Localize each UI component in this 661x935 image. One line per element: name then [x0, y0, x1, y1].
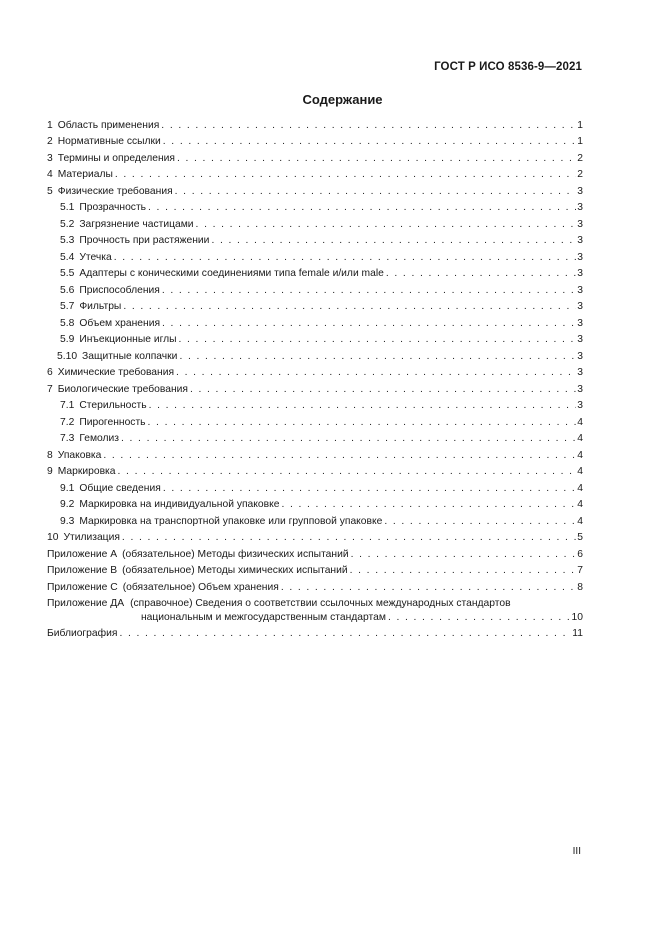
toc-entry-title: Фильтры	[79, 301, 122, 312]
toc-entry-number: 5.5	[60, 268, 75, 279]
toc-entry-title: Общие сведения	[79, 482, 161, 494]
toc-entry-number: 1	[47, 119, 53, 131]
toc-entry[interactable]	[47, 264, 583, 281]
toc-entry-title: Термины и определения	[57, 152, 175, 164]
toc-entry-title-continued: национальным и межгосударственным стандартам	[141, 611, 386, 623]
toc-entry-page: 4	[577, 466, 583, 477]
toc-entry-number: 4	[47, 169, 53, 180]
toc-leader-dots	[350, 565, 577, 577]
toc-entry-page: 2	[577, 169, 583, 180]
toc-leader-dots	[386, 268, 576, 280]
toc-entry-number: 7.3	[60, 433, 75, 444]
toc-leader-dots	[149, 400, 577, 412]
toc-entry-line2	[47, 611, 583, 624]
toc-entry-page: 3	[577, 185, 583, 197]
toc-leader-dots	[119, 628, 571, 640]
toc-entry-line1	[47, 598, 583, 611]
toc-entry-number: Приложение С	[47, 581, 118, 593]
toc-entry[interactable]	[47, 577, 583, 594]
toc-entry[interactable]	[47, 363, 583, 380]
toc-entry-title: Материалы	[57, 169, 113, 180]
toc-entry[interactable]	[47, 132, 583, 149]
toc-leader-dots	[121, 433, 576, 445]
toc-entry[interactable]	[47, 330, 583, 347]
toc-entry-page: 6	[577, 548, 583, 560]
toc-entry[interactable]	[47, 412, 583, 429]
toc-leader-dots	[103, 450, 576, 462]
toc-entry[interactable]	[47, 544, 583, 561]
toc-entry-title: Пирогенность	[79, 416, 146, 428]
toc-entry-number: 10	[47, 532, 59, 543]
toc-entry[interactable]	[47, 148, 583, 165]
toc-entry-number: 5.3	[60, 235, 75, 246]
toc-entry[interactable]	[47, 313, 583, 330]
toc-entry-page: 3	[577, 334, 583, 345]
toc-entry-title: Инъекционные иглы	[79, 334, 177, 345]
toc-entry-page: 3	[577, 350, 583, 362]
toc-entry-title: Область применения	[57, 119, 160, 131]
toc-entry-number: 5.6	[60, 284, 75, 296]
toc-entry[interactable]	[47, 495, 583, 512]
toc-entry-page: 2	[577, 152, 583, 164]
toc-entry-page: 3	[577, 367, 583, 378]
toc-entry-title: (обязательное) Методы физических испытаний	[122, 548, 349, 560]
toc-leader-dots	[179, 351, 576, 363]
toc-entry-page: 3	[577, 251, 583, 263]
toc-entry-number: 5.7	[60, 301, 75, 312]
toc-leader-dots	[388, 612, 571, 624]
toc-leader-dots	[123, 301, 576, 313]
toc-entry-page: 3	[577, 400, 583, 411]
toc-leader-dots	[162, 285, 576, 297]
toc-entry-title: Физические требования	[57, 185, 173, 197]
toc-entry-title: Прочность при растяжении	[79, 235, 210, 246]
toc-entry-title: Маркировка	[57, 466, 116, 477]
toc-entry-title: Упаковка	[57, 449, 102, 461]
toc-entry-page: 4	[577, 515, 583, 527]
toc-entry-page: 5	[577, 532, 583, 543]
toc-leader-dots	[177, 153, 576, 165]
toc-entry-page: 7	[577, 565, 583, 576]
toc-entry-title: Утилизация	[63, 532, 120, 543]
toc-leader-dots	[163, 483, 576, 495]
toc-entry-page: 3	[577, 383, 583, 395]
toc-entry-number: Приложение В	[47, 565, 118, 576]
toc-leader-dots	[179, 334, 577, 346]
document-code: ГОСТ Р ИСО 8536-9—2021	[434, 61, 582, 73]
toc-entry-number: 9.2	[60, 499, 75, 510]
toc-entry-page: 11	[572, 628, 583, 639]
toc-entry-page: 4	[577, 416, 583, 428]
toc-entry-page: 1	[577, 119, 583, 131]
toc-entry-number: 9	[47, 466, 53, 477]
toc-entry-title: Нормативные ссылки	[57, 136, 161, 147]
toc-entry-page: 3	[577, 235, 583, 246]
toc-entry-number: Приложение А	[47, 548, 118, 560]
toc-entry-title: Прозрачность	[79, 202, 147, 213]
toc-leader-dots	[122, 532, 576, 544]
toc-entry-title: Биологические требования	[57, 383, 188, 395]
toc-entry-annex-da[interactable]	[47, 594, 583, 624]
toc-entry-title: Загрязнение частицами	[79, 218, 194, 230]
toc-entry-title: Стерильность	[79, 400, 147, 411]
toc-leader-dots	[211, 235, 576, 247]
toc-entry[interactable]	[47, 297, 583, 314]
toc-entry-number: 5.10	[57, 350, 78, 362]
toc-leader-dots	[162, 318, 576, 330]
toc-leader-dots	[163, 136, 576, 148]
toc-entry-number: 2	[47, 136, 53, 147]
toc-entry-number: 7.2	[60, 416, 75, 428]
toc-entry-title: Маркировка на индивидуальной упаковке	[79, 499, 280, 510]
toc-entry-number: 3	[47, 152, 53, 164]
toc-entry-title: (обязательное) Объем хранения	[122, 581, 279, 593]
table-of-contents	[47, 115, 583, 640]
toc-entry-page: 3	[577, 268, 583, 279]
toc-entry[interactable]	[47, 561, 583, 578]
toc-leader-dots	[148, 417, 577, 429]
toc-entry-page: 3	[577, 202, 583, 213]
toc-entry[interactable]	[47, 214, 583, 231]
toc-entry-page: 3	[577, 218, 583, 230]
toc-leader-dots	[161, 120, 576, 132]
toc-entry-title: Химические требования	[57, 367, 175, 378]
toc-entry-number: 5.4	[60, 251, 75, 263]
toc-entry-title: Утечка	[79, 251, 112, 263]
toc-entry-number: 7.1	[60, 400, 75, 411]
toc-entry-title: Объем хранения	[79, 317, 161, 329]
toc-entry-page: 3	[577, 317, 583, 329]
toc-entry[interactable]	[47, 280, 583, 297]
toc-entry[interactable]	[47, 247, 583, 264]
toc-leader-dots	[175, 186, 577, 198]
toc-entry-bibliography[interactable]	[47, 624, 583, 641]
toc-entry-page: 1	[577, 136, 583, 147]
toc-entry[interactable]	[47, 346, 583, 363]
toc-entry-title: (обязательное) Методы химических испытаний	[122, 565, 348, 576]
toc-entry-number: 9.1	[60, 482, 75, 494]
toc-entry[interactable]	[47, 429, 583, 446]
toc-entry-page: 8	[577, 581, 583, 593]
toc-entry[interactable]	[47, 396, 583, 413]
toc-leader-dots	[148, 202, 576, 214]
toc-entry[interactable]	[47, 198, 583, 215]
toc-entry-page: 4	[577, 499, 583, 510]
toc-leader-dots	[190, 384, 576, 396]
toc-entry[interactable]	[47, 231, 583, 248]
toc-entry[interactable]	[47, 115, 583, 132]
toc-entry-title: Библиография	[47, 628, 118, 639]
page-number: III	[572, 846, 581, 857]
toc-entry[interactable]	[47, 445, 583, 462]
toc-entry[interactable]	[47, 478, 583, 495]
toc-entry[interactable]	[47, 462, 583, 479]
toc-entry-title: (справочное) Сведения о соответствии ссылочных международных стандартов	[130, 597, 511, 609]
toc-entry-title: Приспособления	[79, 284, 160, 296]
toc-entry[interactable]	[47, 511, 583, 528]
toc-entry-page: 3	[577, 284, 583, 296]
toc-leader-dots	[115, 169, 576, 181]
toc-entry-number: 5	[47, 185, 53, 197]
toc-title: Содержание	[302, 92, 383, 107]
toc-leader-dots	[384, 516, 576, 528]
toc-entry-page: 10	[571, 611, 583, 623]
toc-entry-number: 9.3	[60, 515, 75, 527]
toc-entry-number: 5.2	[60, 218, 75, 230]
toc-leader-dots	[281, 499, 576, 511]
toc-entry[interactable]	[47, 528, 583, 545]
toc-leader-dots	[196, 219, 577, 231]
toc-entry-title: Гемолиз	[79, 433, 120, 444]
toc-entry-number: 8	[47, 449, 53, 461]
toc-leader-dots	[114, 252, 577, 264]
toc-entry[interactable]	[47, 165, 583, 182]
toc-entry-title: Защитные колпачки	[82, 350, 178, 362]
toc-leader-dots	[281, 582, 576, 594]
toc-leader-dots	[118, 466, 577, 478]
toc-entry-page: 4	[577, 449, 583, 461]
toc-entry-number: 5.1	[60, 202, 75, 213]
toc-entry-title: Маркировка на транспортной упаковке или групповой упаковке	[79, 515, 383, 527]
toc-entry-title: Адаптеры с коническими соединениями типа female и/или male	[79, 268, 384, 279]
toc-leader-dots	[351, 549, 577, 561]
toc-entry-page: 3	[577, 301, 583, 312]
toc-entry-number: 5.8	[60, 317, 75, 329]
toc-entry-number: 6	[47, 367, 53, 378]
toc-leader-dots	[176, 367, 576, 379]
toc-entry-number: 5.9	[60, 334, 75, 345]
toc-entry-number: Приложение ДА	[47, 597, 125, 609]
toc-entry[interactable]	[47, 379, 583, 396]
toc-entry-page: 4	[577, 482, 583, 494]
toc-entry[interactable]	[47, 181, 583, 198]
toc-entry-number: 7	[47, 383, 53, 395]
toc-entry-page: 4	[577, 433, 583, 444]
